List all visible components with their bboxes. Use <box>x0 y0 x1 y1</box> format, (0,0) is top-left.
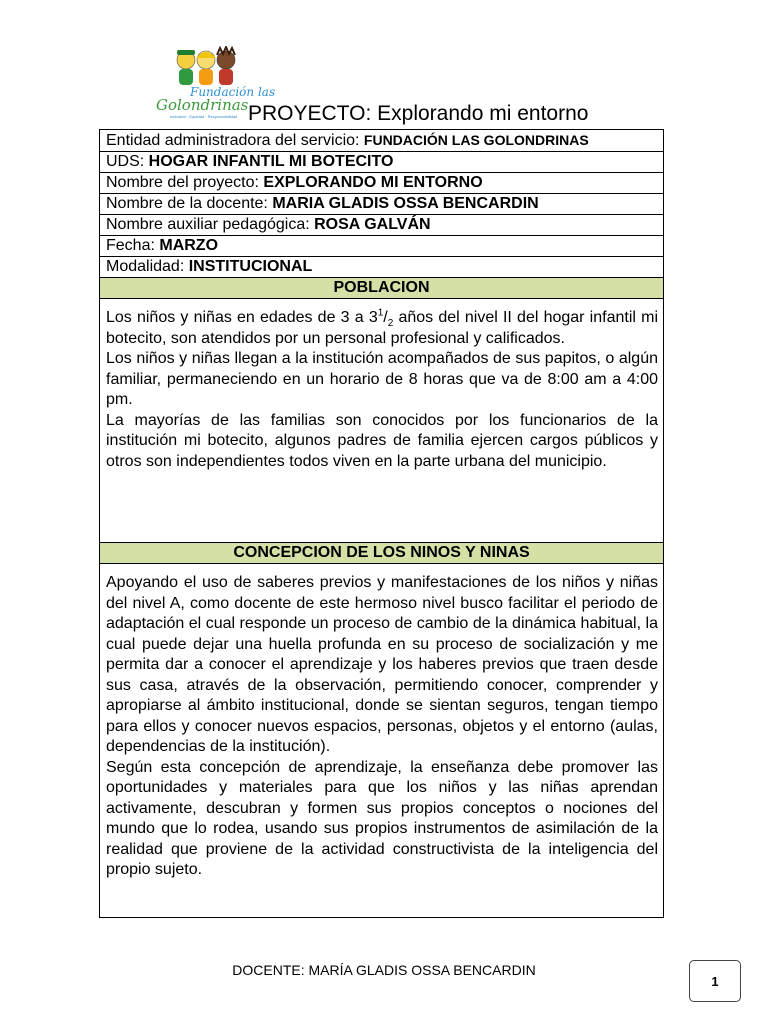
row-label: Fecha: <box>106 237 160 254</box>
table-row <box>100 236 664 257</box>
project-title: PROYECTO: Explorando mi entorno <box>248 102 589 125</box>
page-number: 1 <box>711 973 719 989</box>
page-number-box <box>689 960 741 1002</box>
row-value: MARIA GLADIS OSSA BENCARDIN <box>272 195 539 212</box>
logo-line2: Golondrinas <box>156 96 249 114</box>
row-value: ROSA GALVÁN <box>314 216 431 233</box>
poblacion-paragraph-2: Los niños y niñas llegan a la institución acompañados de sus papitos, o algún familiar, permaneciendo en un horario de 8 horas que va de 8:00 am a 4:00 pm. <box>106 350 658 408</box>
concepcion-paragraph-2: Según esta concepción de aprendizaje, la enseñanza debe promover las oportunidades y materiales para que los niños y las niñas aprendan activamente, descubran y formen sus propios conceptos o nociones del mundo que lo rodea, usando sus propios instrumentos de asimilación de la realidad que proviene de la actividad constructivista de la inteligencia del propio sujeto. <box>106 758 658 878</box>
table-row <box>100 257 664 278</box>
concepcion-paragraph-1: Apoyando el uso de saberes previos y manifestaciones de los niños y niñas del nivel A, como docente de este hermoso nivel busco facilitar el periodo de adaptación el cual responde un proceso de cambio de la dinámica habitual, la cual puede dejar una huella profunda en su proceso de socialización y me permita dar a conocer el aprendizaje y los haberes previos que traen desde sus casa, através de la observación, permitiendo conocer, comprender y apropiarse al ámbito institucional, donde se sientan seguros, tengan tiempo para ellos y conocer nuevos espacios, personas, objetos y el entorno (aulas, dependencias de la institución). <box>106 574 658 755</box>
project-form-table <box>99 129 664 918</box>
table-row <box>100 173 664 194</box>
row-value: FUNDACIÓN LAS GOLONDRINAS <box>363 132 589 148</box>
logo-line1: Fundación las <box>190 85 276 99</box>
poblacion-paragraph-3: La mayorías de las familias son conocidos por los funcionarios de la institución mi botecito, algunos padres de familia ejercen cargos públicos y otros son independientes todos viven en la parte urbana del municipio. <box>106 411 658 470</box>
concepcion-heading: CONCEPCION DE LOS NINOS Y NINAS <box>100 543 664 564</box>
poblacion-body <box>100 299 664 543</box>
logo-tagline: Inclusión · Equidad · Responsabilidad <box>170 114 238 119</box>
row-value: HOGAR INFANTIL MI BOTECITO <box>148 153 394 170</box>
row-value: MARZO <box>159 237 219 254</box>
poblacion-paragraph-1: Los niños y niñas en edades de 3 a $3^1/_2$ años del nivel II del hogar infantil mi botecito, son atendidos por un personal profesional y calificados. <box>106 307 658 347</box>
row-label: Entidad administradora del servicio: <box>106 132 364 149</box>
row-label: Nombre del proyecto: <box>106 174 264 191</box>
table-row <box>100 130 664 152</box>
table-row <box>100 152 664 173</box>
table-row <box>100 194 664 215</box>
row-label: UDS: <box>106 153 149 170</box>
row-label: Nombre auxiliar pedagógica: <box>106 216 315 233</box>
row-label: Modalidad: <box>106 258 189 275</box>
footer-docente: DOCENTE: MARÍA GLADIS OSSA BENCARDIN <box>232 962 536 978</box>
row-value: EXPLORANDO MI ENTORNO <box>263 174 483 191</box>
poblacion-heading: POBLACION <box>100 278 664 299</box>
concepcion-body <box>100 564 664 918</box>
row-value: INSTITUCIONAL <box>188 258 313 275</box>
table-row <box>100 215 664 236</box>
row-label: Nombre de la docente: <box>106 195 273 212</box>
